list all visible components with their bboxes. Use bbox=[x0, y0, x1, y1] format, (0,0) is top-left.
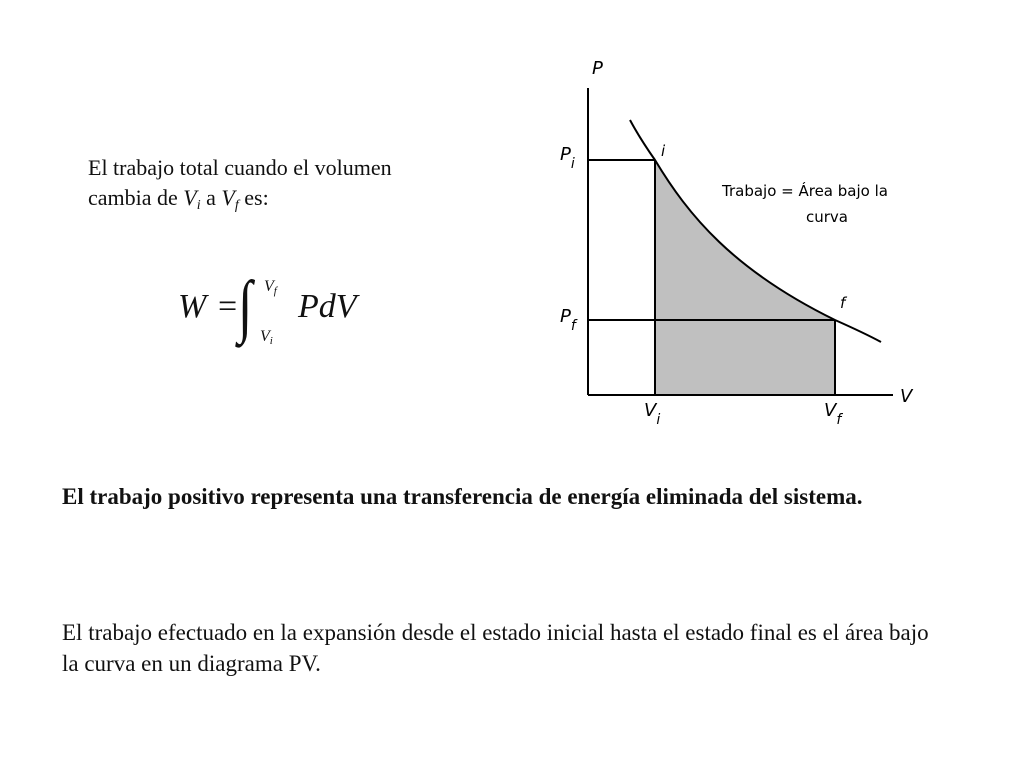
pi-label bbox=[560, 144, 575, 172]
pi-label-symbol: P bbox=[560, 144, 571, 165]
lower-limit-sub: i bbox=[269, 335, 273, 347]
pi-label-sub: i bbox=[570, 156, 575, 172]
intro-vf-symbol: V bbox=[221, 185, 235, 210]
vi-label-sub: i bbox=[656, 412, 661, 428]
vf-label-symbol: V bbox=[824, 400, 837, 421]
intro-connector: a bbox=[206, 185, 216, 210]
vi-label-symbol: V bbox=[644, 400, 657, 421]
intro-text bbox=[88, 153, 508, 213]
intro-line-2 bbox=[88, 183, 508, 213]
intro-vf bbox=[221, 185, 239, 213]
intro-vf-sub: f bbox=[234, 198, 239, 213]
point-f-label: f bbox=[840, 294, 846, 312]
lower-limit-symbol: V bbox=[260, 328, 270, 345]
intro-line-2-end: es: bbox=[244, 185, 269, 210]
work-integral-formula bbox=[178, 262, 378, 362]
intro-line-1: El trabajo total cuando el volumen bbox=[88, 155, 392, 180]
formula-integrand: PdV bbox=[298, 288, 357, 325]
body-paragraph: El trabajo efectuado en la expansión desde el estado inicial hasta el estado final es el área bajo la curva en un diagrama PV. bbox=[62, 620, 929, 676]
vi-label bbox=[644, 400, 660, 428]
intro-vi-symbol: V bbox=[183, 185, 197, 210]
upper-limit bbox=[264, 278, 277, 296]
pf-label-sub: f bbox=[570, 318, 576, 334]
vf-label-sub: f bbox=[836, 412, 842, 428]
p-axis-label: P bbox=[592, 58, 603, 79]
formula-equals: = bbox=[218, 288, 238, 325]
pf-label bbox=[560, 306, 578, 334]
annotation-line-2: curva bbox=[806, 208, 848, 226]
bold-paragraph: El trabajo positivo representa una transferencia de energía eliminada del sistema. bbox=[62, 484, 863, 509]
intro-line-2-start: cambia de bbox=[88, 185, 178, 210]
upper-limit-symbol: V bbox=[264, 278, 274, 295]
intro-vi-sub: i bbox=[196, 198, 201, 213]
integral-sign: ∫ bbox=[238, 268, 253, 345]
annotation-line-1: Trabajo = Área bajo la bbox=[722, 182, 888, 200]
v-axis-label: V bbox=[900, 386, 913, 407]
pf-label-symbol: P bbox=[560, 306, 571, 327]
vf-label bbox=[824, 400, 843, 428]
formula-lhs: W bbox=[178, 288, 207, 325]
pv-diagram bbox=[548, 50, 928, 440]
point-i-label: i bbox=[661, 142, 666, 160]
intro-vi bbox=[183, 185, 201, 213]
upper-limit-sub: f bbox=[273, 285, 277, 297]
lower-limit bbox=[260, 328, 273, 346]
